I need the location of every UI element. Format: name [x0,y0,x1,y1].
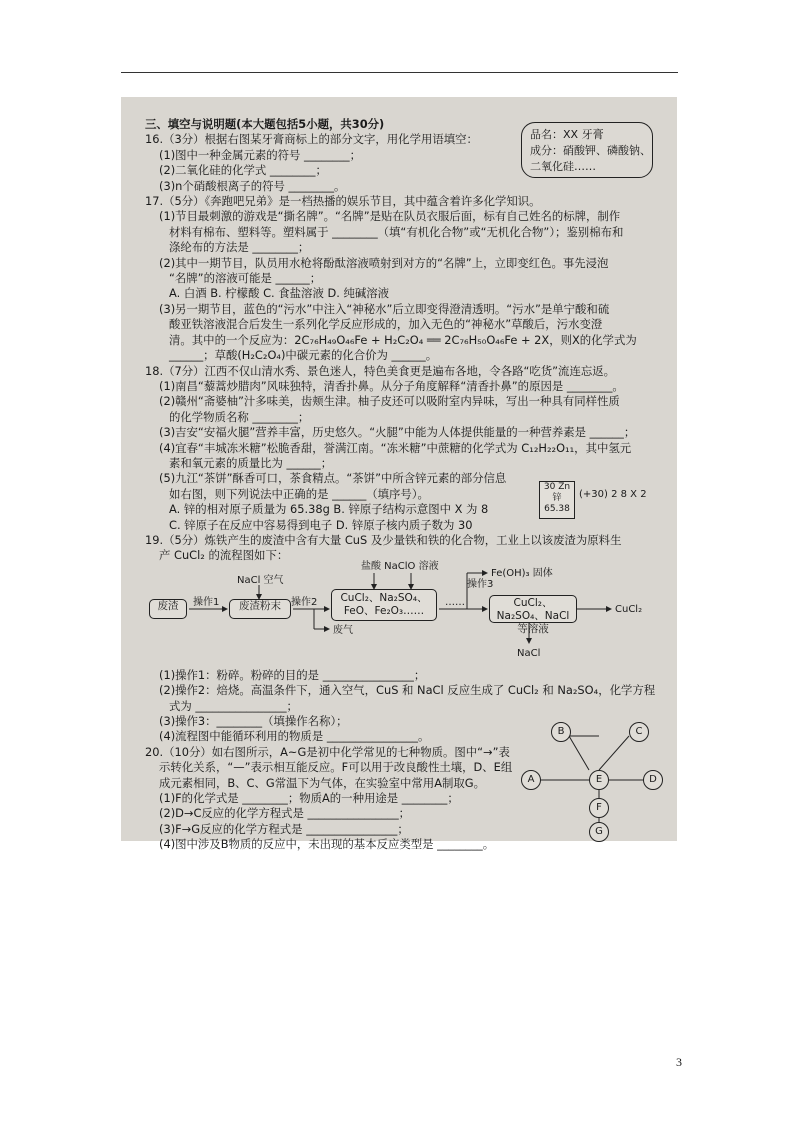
flow-out-cucl2: CuCl₂ [615,604,643,615]
header-rule [121,72,678,73]
flow-node-powder: 废渣粉末 [229,599,291,619]
node-b: B [551,722,571,742]
q17-line: 酸亚铁溶液混合后发生一系列化学反应形成的，加入无色的“神秘水”草酸后，污水变澄 [169,317,603,332]
flow-node-waste: 废渣 [149,599,187,619]
q18-option: C. 锌原子在反应中容易得到电子 D. 锌原子核内质子数为 30 [169,517,473,532]
q17-line: 17.（5分）《奔跑吧兄弟》是一档热播的娱乐节目，其中蕴含着许多化学知识。 [145,194,541,209]
flow-node-mixture: CuCl₂、Na₂SO₄、FeO、Fe₂O₃…… [331,589,437,621]
flow-input-2: NaCl 空气 [237,575,284,586]
label-ingredients: 成分：硝酸钾、磷酸钠、 [530,144,651,157]
q18-line: (5)九江“茶饼”酥香可口，茶食精点。“茶饼”中所含锌元素的部分信息 [159,471,507,486]
node-g: G [589,822,609,842]
q18-line: (4)宜春“丰城冻米糖”松脆香甜，誉满江南。“冻米糖”中蔗糖的化学式为 C₁₂H₂₂O₁₁，其中氢元 [159,440,632,455]
q18-line: (1)南昌“藜蒿炒腊肉”风味独特，清香扑鼻。从分子角度解释“清香扑鼻”的原因是 ________。 [159,378,624,393]
page-number: 3 [676,1055,682,1069]
q17-line: “名牌”的溶液可能是 ______； [169,271,322,286]
q20-line: (1)F的化学式是 ________；物质A的一种用途是 ________； [159,791,459,806]
q18-line: 18.（7分）江西不仅山清水秀、景色迷人，特色美食更是遍布各地，令各路“吃货”流连忘返。 [145,363,616,378]
q20-line: (4)图中涉及B物质的反应中，未出现的基本反应类型是 ________。 [159,837,495,852]
q17-line: (3)另一期节目，蓝色的“污水”中注入“神秘水”后立即变得澄清透明。“污水”是单宁酸和硫 [159,301,610,316]
q18-line: (3)吉安“安福火腿”营养丰富，历史悠久。“火腿”中能为人体提供能量的一种营养素是 ______； [159,425,636,440]
q19-part: 式为 ________________； [169,698,298,713]
flow-dots: …… [445,597,465,608]
node-c: C [629,722,649,742]
label-ingredients-2: 二氧化硅…… [530,160,596,173]
flow-op3: 操作3 [467,579,494,590]
scanned-page [121,97,677,852]
q20-line: 成元素相同，B、C、G常温下为气体，在实验室中常用A制取G。 [159,775,485,790]
q18-line: 素和氧元素的质量比为 ______； [169,455,333,470]
q17-line: 涤纶布的方法是 ________； [169,240,310,255]
q17-line: ______；草酸(H₂C₂O₄)中碳元素的化合价为 ______。 [169,348,438,363]
process-flowchart [149,557,659,662]
q19-part: (2)操作2：焙烧。高温条件下，通入空气，CuS 和 NaCl 反应生成了 CuCl₂ 和 Na₂SO₄，化学方程 [159,683,656,698]
flow-op1: 操作1 [193,597,220,608]
q19-part: (3)操作3：________（填操作名称）； [159,714,348,728]
node-f: F [589,798,609,818]
q20-line: (3)F→G反应的化学方程式是 ________________； [159,821,409,836]
q17-line: 清。其中的一个反应为：2C₇₆H₄₉O₄₆Fe + H₂C₂O₄ ══ 2C₇₆H₅₀O₄₆Fe + 2X，则X的化学式为 [169,332,637,347]
q19-part: (1)操作1：粉碎。粉碎的目的是 ________________； [159,667,426,682]
flow-gas: 废气 [333,625,353,636]
node-a: A [521,770,541,790]
flow-node-solution: CuCl₂、Na₂SO₄、NaCl 等溶液 [489,595,577,623]
q17-line: (2)其中一期节目，队员用水枪将酚酞溶液喷射到对方的“名牌”上，立即变红色。事先浸泡 [159,255,609,270]
q17-line: (1)节目最刺激的游戏是“撕名牌”。“名牌”是贴在队员衣服后面，标有自己姓名的标牌，制作 [159,209,621,224]
q18-line: (2)赣州“斋婆柚”汁多味美，齿颊生津。柚子皮还可以吸附室内异味，写出一种具有同样性质 [159,394,620,409]
toothpaste-label [521,122,653,178]
substance-network [521,722,661,842]
zinc-symbol: Zn [558,482,571,492]
q19-line: 产 CuCl₂ 的流程图如下： [159,548,289,563]
q16-line: (1)图中一种金属元素的符号 ________； [159,147,362,162]
q18-line: 的化学物质名称 ________； [169,409,310,424]
node-e: E [589,770,609,790]
q20-line: (2)D→C反应的化学方程式是 ________________； [159,806,411,821]
section-title: 三、填空与说明题(本大题包括5小题，共30分) [145,117,385,131]
zinc-atom-diagram: (+30) 2 8 X 2 [579,489,647,500]
flow-out-feoh3: Fe(OH)₃ 固体 [491,568,553,579]
q18-option: A. 锌的相对原子质量为 65.38g B. 锌原子结构示意图中 X 为 8 [169,502,489,517]
zinc-element-card [539,481,575,519]
q16-line: 16.（3分）根据右图某牙膏商标上的部分文字，用化学用语填空： [145,132,478,147]
q19-part: (4)流程图中能循环利用的物质是 ________________。 [159,729,430,744]
label-name: 品名：XX 牙膏 [530,128,604,141]
q19-line: 19.（5分）炼铁产生的废渣中含有大量 CuS 及少量铁和铁的化合物，工业上以该废渣为原料生 [145,532,622,547]
q16-line: (3)n个硝酸根离子的符号 ________。 [159,178,346,193]
node-d: D [643,770,663,790]
q20-line: 20.（10分）如右图所示，A~G是初中化学常见的七种物质。图中“→”表 [145,744,510,759]
flow-input-3: 盐酸 NaClO 溶液 [361,561,439,572]
q18-line: 如右图，则下列说法中正确的是 ______（填序号）。 [169,486,429,501]
q17-line: 材料有棉布、塑料等。塑料属于 ________（填“有机化合物”或“无机化合物”）；鉴别棉布和 [169,224,624,239]
flow-op2: 操作2 [291,597,318,608]
q17-options: A. 白酒 B. 柠檬酸 C. 食盐溶液 D. 纯碱溶液 [169,286,390,301]
zinc-number: 30 [543,482,556,492]
q20-line: 示转化关系，“—”表示相互能反应。F可以用于改良酸性土壤，D、E组 [159,760,513,775]
flow-out-nacl: NaCl [517,648,541,659]
zinc-mass: 65.38 [544,504,570,514]
zinc-name: 锌 [552,493,562,503]
q16-line: (2)二氧化硅的化学式 ________； [159,163,327,178]
